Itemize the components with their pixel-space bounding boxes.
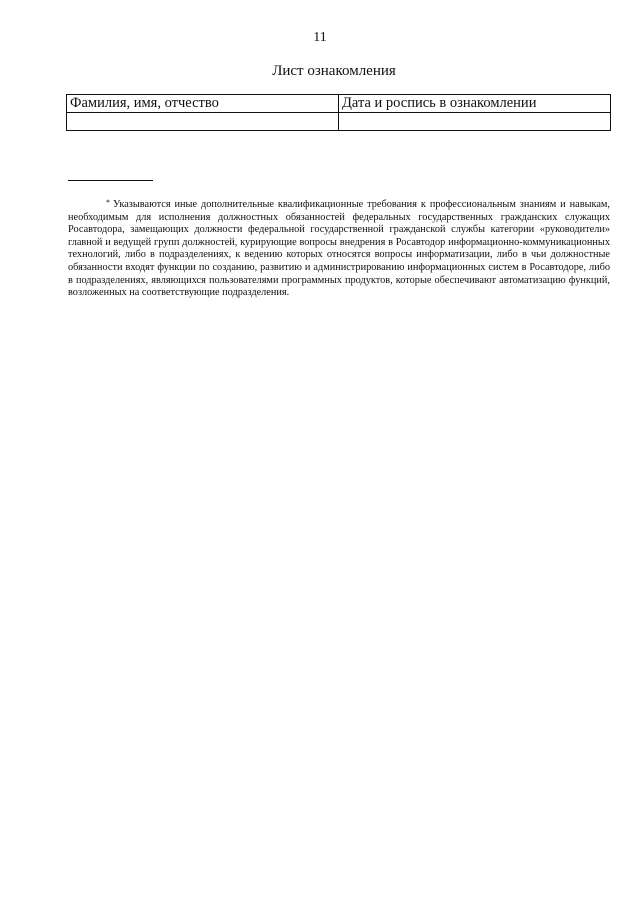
page-title: Лист ознакомления [272, 63, 396, 79]
footnote-marker: * [106, 198, 110, 207]
table-cell-full-name [67, 113, 339, 131]
footnote [68, 197, 610, 300]
page-number: 11 [313, 30, 327, 45]
acknowledgement-table [66, 94, 611, 131]
table-row [67, 113, 611, 131]
column-header-date-signature: Дата и роспись в ознакомлении [339, 95, 611, 113]
table-header-row [67, 95, 611, 113]
table-cell-date-signature [339, 113, 611, 131]
footnote-separator [68, 180, 153, 181]
column-header-full-name: Фамилия, имя, отчество [67, 95, 339, 113]
footnote-text: Указываются иные дополнительные квалификационные требования к профессиональным знаниям и навыкам, необходимым для исполнения должностных обязанностей федеральных государственных гражданских служащих Росавтодора, замещающих должности федеральной государственной гражданской службы категории «руководители» главной и ведущей групп должностей, курирующие вопросы внедрения в Росавтодор информационно-коммуникационных технологий, либо в подразделениях, к ведению которых относятся вопросы информатизации, либо в чьи должностные обязанности входят функции по созданию, развитию и администрированию информационных систем в Росавтодоре, либо в подразделениях, являющихся пользователями программных продуктов, которые обеспечивают автоматизацию функций, возложенных на соответствующие подразделения. [68, 199, 610, 299]
